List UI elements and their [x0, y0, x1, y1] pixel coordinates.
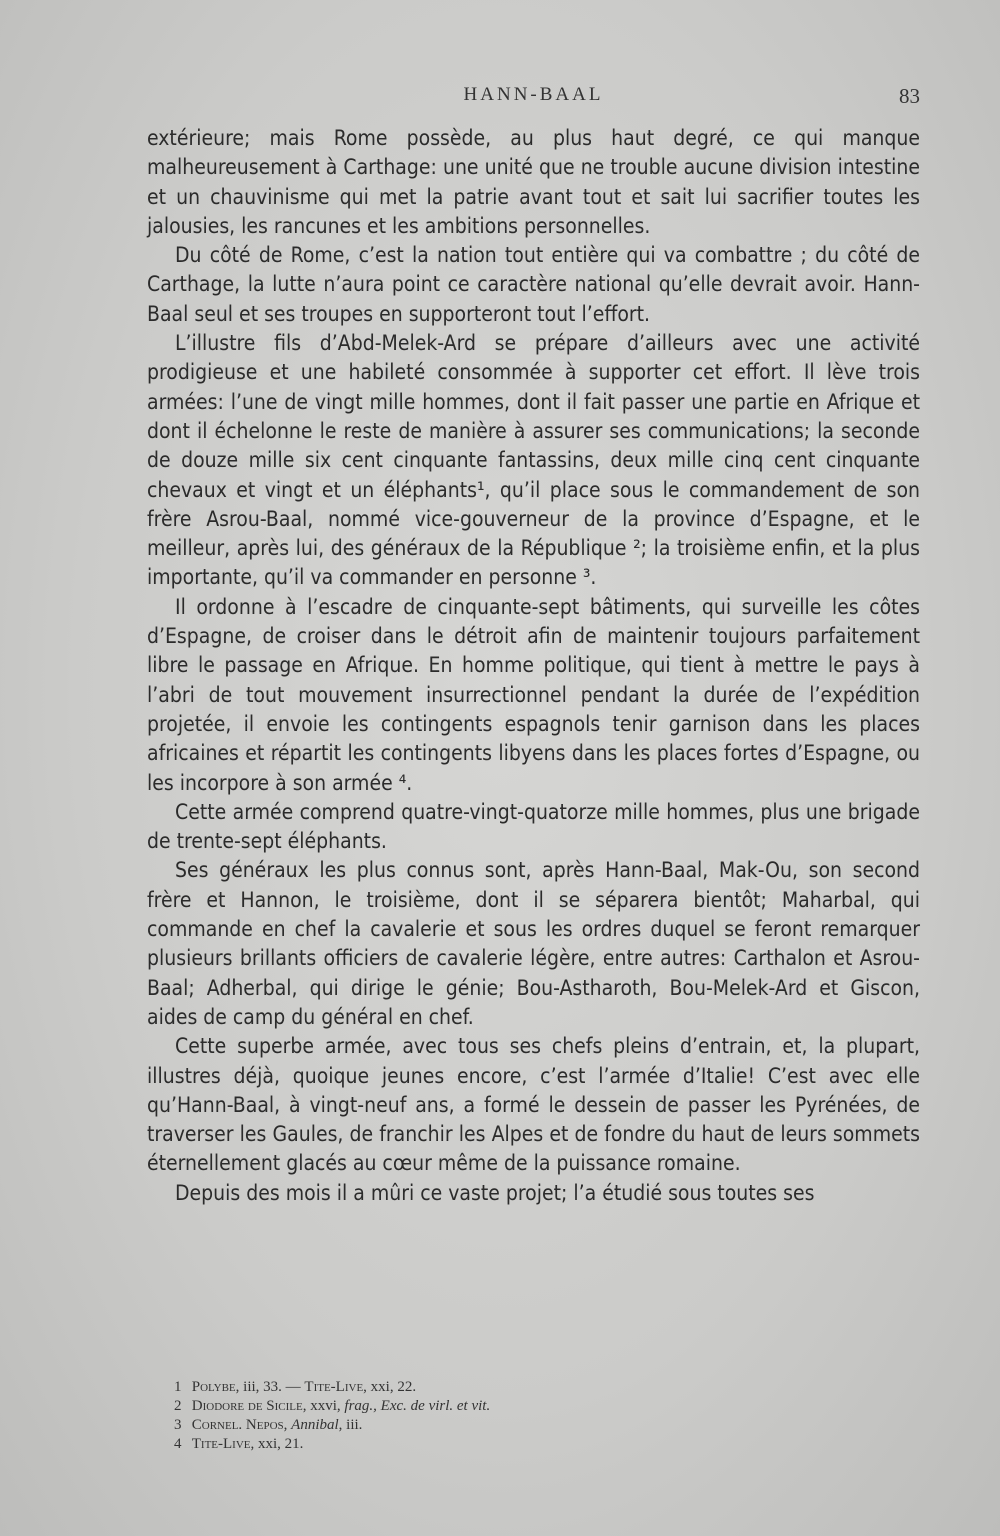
footnote — [174, 1416, 874, 1435]
running-head: HANN-BAAL — [463, 84, 604, 105]
footnote-author: Tite-Live — [304, 1379, 364, 1395]
paragraph: Depuis des mois il a mûri ce vaste projet; l’a étudié sous toutes ses — [175, 1180, 815, 1205]
footnote-number: 2 — [174, 1398, 182, 1414]
footnote-reference: , xxi, 22. — [363, 1379, 417, 1395]
footnote-number: 3 — [174, 1417, 182, 1433]
footnote-reference: , xxvi, — [302, 1398, 345, 1414]
footnote-author: Cornel. Nepos — [191, 1417, 284, 1433]
paragraph: Du côté de Rome, c’est la nation tout entière qui va combattre ; du côté de Carthage, la lutte n’aura point ce caractère national qu’elle devrait avoir. Hann-Baal seul et ses troupes en supporteront tout l’effort. — [147, 243, 920, 326]
footnote-reference: , iii, 33. — — [235, 1379, 305, 1395]
paragraph: Ses généraux les plus connus sont, après Hann-Baal, Mak-Ou, son second frère et Hannon, le troisième, dont il se séparera bientôt; Maharbal, qui commande en chef la cavalerie et sous les ordres duquel se feront remarquer plusieurs brillants officiers de cavalerie légère, entre autres: Carthalon et Asrou-Baal; Adherbal, qui dirige le génie; Bou-Astharoth, Bou-Melek-Ard et Giscon, aides de camp du général en chef. — [147, 858, 920, 1029]
page-number: 83 — [899, 84, 920, 108]
footnote-number: 1 — [174, 1379, 182, 1395]
body-text — [147, 124, 920, 1208]
footnote-author: Diodore de Sicile — [191, 1398, 303, 1414]
paragraph: Cette armée comprend quatre-vingt-quatorze mille hommes, plus une brigade de trente-sept éléphants. — [147, 799, 920, 854]
paragraph: extérieure; mais Rome possède, au plus haut degré, ce qui manque malheureusement à Carthage: une unité que ne trouble aucune division intestine et un chauvinisme qui met la patrie avant tout et sait lui sacrifier toutes les jalousies, les rancunes et les ambitions personnelles. — [147, 126, 920, 238]
footnote-reference: , xxi, 21. — [250, 1436, 304, 1452]
footnote-author: Tite-Live — [191, 1436, 251, 1452]
footnote-reference: , iii. — [338, 1417, 363, 1433]
footnote-number: 4 — [174, 1436, 182, 1452]
paragraph: Cette superbe armée, avec tous ses chefs pleins d’entrain, et, la plupart, illustres déjà, quoique jeunes encore, c’est l’armée d’Italie! C’est avec elle qu’Hann-Baal, à vingt-neuf ans, a formé le dessein de passer les Pyrénées, de traverser les Gaules, de franchir les Alpes et de fondre du haut de leurs sommets éternellement glacés au cœur même de la puissance romaine. — [147, 1034, 920, 1176]
footnote — [174, 1435, 874, 1454]
page-header — [147, 84, 920, 116]
footnote-reference: , — [283, 1417, 292, 1433]
footnote-title: frag., Exc. de virl. et vit. — [344, 1398, 491, 1414]
paragraph: L’illustre fils d’Abd-Melek-Ard se prépare d’ailleurs avec une activité prodigieuse et une habileté consommée à supporter cet effort. Il lève trois armées: l’une de vingt mille hommes, dont il fait passer une partie en Afrique et dont il échelonne le reste de manière à assurer ses communications; la seconde de douze mille six cent cinquante fantassins, deux mille cinq cent cinquante chevaux et vingt et un éléphants¹, qu’il place sous le commandement de son frère Asrou-Baal, nommé vice-gouverneur de la province d’Espagne, et le meilleur, après lui, des généraux de la République ²; la troisième enfin, et la plus importante, qu’il va commander en personne ³. — [147, 331, 920, 590]
footnotes — [174, 1378, 874, 1454]
footnote-author: Polybe — [191, 1379, 236, 1395]
footnote — [174, 1397, 874, 1416]
footnote — [174, 1378, 874, 1397]
paragraph: Il ordonne à l’escadre de cinquante-sept bâtiments, qui surveille les côtes d’Espagne, de croiser dans le détroit afin de maintenir toujours parfaitement libre le passage en Afrique. En homme politique, qui tient à mettre le pays à l’abri de tout mouvement insurrectionnel pendant la durée de l’expédition projetée, il envoie les contingents espagnols tenir garnison dans les places africaines et répartit les contingents libyens dans les places fortes d’Espagne, ou les incorpore à son armée ⁴. — [147, 594, 920, 795]
footnote-title: Annibal — [291, 1417, 339, 1433]
